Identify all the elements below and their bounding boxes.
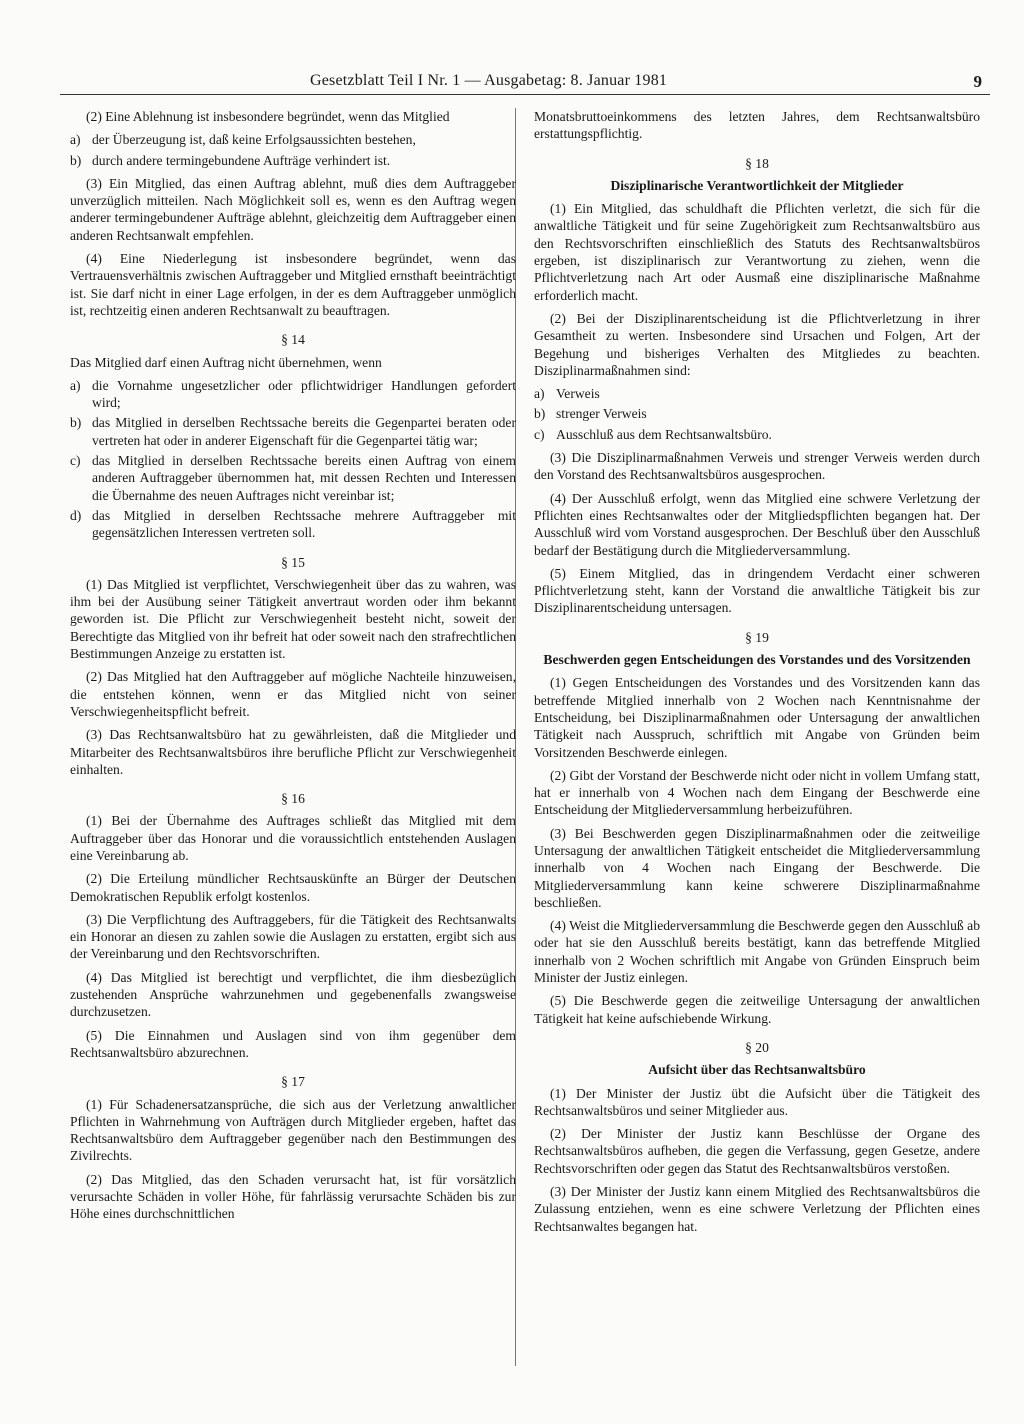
section-number: § 16 [281, 791, 305, 807]
section-number: § 20 [745, 1039, 769, 1055]
section-heading: Aufsicht über das Rechtsanwaltsbüro [648, 1062, 866, 1078]
list-item [70, 452, 516, 504]
list-text: das Mitglied in derselben Rechtssache bereits einen Auftrag von einem anderen Auftraggeber übernommen hat, mit dessen Rechten und Interessen die Übernahme des neuen Auftrages nicht vereinbar ist; [92, 453, 516, 503]
section-number: § 18 [745, 155, 769, 171]
list-text: durch andere termingebundene Aufträge verhindert ist. [92, 152, 391, 168]
list-label: c) [534, 426, 545, 442]
paragraph: (4) Das Mitglied ist berechtigt und verpflichtet, die ihm diesbezüglich zustehenden Ansprüche wahrzunehmen und gegebenenfalls zwangsweise durchzusetzen. [70, 969, 516, 1020]
section-number: § 17 [281, 1074, 305, 1090]
page-header [60, 70, 990, 95]
paragraph: (5) Die Einnahmen und Auslagen sind von ihm gegenüber dem Rechtsanwaltsbüro abzurechnen. [70, 1027, 516, 1060]
paragraph: (2) Der Minister der Justiz kann Beschlüsse der Organe des Rechtsanwaltsbüros aufheben, die gegen die Verfassung, gegen Gesetze, andere Rechtsvorschriften oder gegen das Statut des Rechtsanwaltsbüros verstoßen. [534, 1126, 980, 1176]
list-item [70, 152, 516, 169]
header-title: Gesetzblatt Teil I Nr. 1 — Ausgabetag: 8. Januar 1981 [310, 72, 668, 89]
list-label: c) [70, 453, 81, 469]
list-item [70, 507, 516, 542]
list-item [534, 426, 980, 443]
section-heading: Beschwerden gegen Entscheidungen des Vorstandes und des Vorsitzenden [543, 652, 971, 668]
paragraph: (1) Das Mitglied ist verpflichtet, Verschwiegenheit über das zu wahren, was ihm bei der Ausübung seiner Tätigkeit anvertraut worden oder ihm bekannt geworden ist. Die Pflicht zur Verschwiegenheit besteht nicht, soweit der Berechtigte das Mitglied von ihr befreit hat oder soweit nach den strafrechtlichen Bestimmungen Anzeige zu erstatten ist. [70, 576, 516, 662]
list-text: die Vornahme ungesetzlicher oder pflichtwidriger Handlungen gefordert wird; [92, 377, 516, 411]
paragraph: (1) Der Minister der Justiz übt die Aufsicht über die Tätigkeit des Rechtsanwaltsbüros und seiner Mitglieder aus. [534, 1085, 980, 1118]
paragraph: (2) Bei der Disziplinarentscheidung ist die Pflichtverletzung in ihrer Gesamtheit zu werten. Insbesondere sind Ursachen und Folgen, Art der Begehung und bisheriges Verhalten des Mitgliedes zu beachten. Disziplinarmaßnahmen sind: [534, 310, 980, 378]
list-label: b) [534, 406, 546, 422]
paragraph: Monatsbruttoeinkommens des letzten Jahres, dem Rechtsanwaltsbüro erstattungspflichtig. [534, 109, 980, 142]
list-text: Verweis [556, 386, 600, 402]
paragraph: Das Mitglied darf einen Auftrag nicht übernehmen, wenn [70, 354, 382, 370]
right-column [534, 108, 980, 1241]
paragraph: (1) Gegen Entscheidungen des Vorstandes und des Vorsitzenden kann das betreffende Mitglied innerhalb von 2 Wochen nach Kenntnisnahme der Entscheidung, bei Disziplinarmaßnahmen oder Untersagung der anwaltlichen Tätigkeit nach Ausspruch, schriftlich mit Angabe von Gründen beim Vorsitzenden Beschwerde einlegen. [534, 675, 980, 760]
paragraph: (2) Eine Ablehnung ist insbesondere begründet, wenn das Mitglied [86, 109, 450, 124]
list-item [70, 131, 516, 148]
list-label: a) [70, 132, 81, 148]
section-heading: Disziplinarische Verantwortlichkeit der Mitglieder [610, 177, 904, 193]
paragraph: (3) Der Minister der Justiz kann einem Mitglied des Rechtsanwaltsbüros die Zulassung entziehen, wenn es eine schwere Verletzung der Pflichten eines Rechtsanwaltes begangen hat. [534, 1184, 980, 1234]
list-item [534, 405, 980, 422]
paragraph: (4) Weist die Mitgliederversammlung die Beschwerde gegen den Ausschluß ab oder hat sie den Ausschluß bereits bestätigt, kann das betreffende Mitglied innerhalb von 2 Wochen schriftlich mit Angabe von Gründen Einspruch beim Minister der Justiz einlegen. [534, 918, 980, 986]
section-number: § 14 [281, 332, 305, 348]
list-text: Ausschluß aus dem Rechtsanwaltsbüro. [556, 426, 772, 442]
paragraph: (1) Ein Mitglied, das schuldhaft die Pflichten verletzt, die sich für die anwaltliche Tätigkeit und für seine Zugehörigkeit zum Rechtsanwaltsbüro aus den Rechtsvorschriften einschließlich des Statuts des Rechtsanwaltsbüros ergeben, ist disziplinarisch zur Verantwortung zu ziehen, wenn die Pflichtverletzung nach Art oder Ausmaß eine disziplinarische Maßnahme erforderlich macht. [534, 201, 980, 303]
page-number: 9 [973, 72, 982, 91]
paragraph: (4) Eine Niederlegung ist insbesondere begründet, wenn das Vertrauensverhältnis zwischen Auftraggeber und Mitglied ernsthaft beeinträchtigt ist. Sie darf nicht in einer Lage erfolgen, in der es dem Auftraggeber unmöglich ist, rechtzeitig einen anderen Rechtsanwalt zu beauftragen. [70, 251, 516, 318]
paragraph: (3) Die Verpflichtung des Auftraggebers, für die Tätigkeit des Rechtsanwalts ein Honorar an diesen zu zahlen sowie die Auslagen zu erstatten, ergibt sich aus der Vereinbarung und den Rechtsvorschriften. [70, 911, 516, 962]
list-label: b) [70, 152, 82, 168]
left-column [70, 108, 516, 1229]
paragraph: (3) Bei Beschwerden gegen Disziplinarmaßnahmen oder die zeitweilige Untersagung der anwaltlichen Tätigkeit entscheidet die Mitgliederversammlung innerhalb von 4 Wochen nach Eingang der Beschwerde. Die Mitgliederversammlung kann keine schwerere Disziplinarmaßnahme beschließen. [534, 825, 980, 910]
section-number: § 15 [281, 554, 305, 570]
paragraph: (1) Bei der Übernahme des Auftrages schließt das Mitglied mit dem Auftraggeber über das Honorar und die voraussichtlich entstehenden Auslagen eine Vereinbarung ab. [70, 813, 516, 863]
paragraph: (5) Die Beschwerde gegen die zeitweilige Untersagung der anwaltlichen Tätigkeit hat keine aufschiebende Wirkung. [534, 993, 980, 1026]
list-label: a) [70, 377, 81, 393]
paragraph: (2) Das Mitglied hat den Auftraggeber auf mögliche Nachteile hinzuweisen, die entstehen können, wenn er das Mitglied nicht von seiner Verschwiegenheitspflicht befreit. [70, 669, 516, 719]
list-text: der Überzeugung ist, daß keine Erfolgsaussichten bestehen, [92, 132, 416, 148]
list-text: strenger Verweis [556, 406, 647, 422]
list-text: das Mitglied in derselben Rechtssache mehrere Auftraggeber mit gegensätzlichen Interessen vertreten soll. [92, 507, 516, 541]
list-text: das Mitglied in derselben Rechtssache bereits die Gegenpartei beraten oder vertreten hat oder in anderer Eigenschaft für die Gegenpartei tätig war; [92, 415, 516, 448]
paragraph: (2) Das Mitglied, das den Schaden verursacht hat, ist für vorsätzlich verursachte Schäden in voller Höhe, für fahrlässig verursachte Schäden bis zur Höhe eines durchschnittlichen [70, 1171, 516, 1222]
paragraph: (3) Ein Mitglied, das einen Auftrag ablehnt, muß dies dem Auftraggeber unverzüglich mitteilen. Nach Möglichkeit soll es, wenn es den Auftrag wegen anderer termingebundener Aufträge ablehnt, gleichzeitig dem Auftraggeber einen anderen Rechtsanwalt empfehlen. [70, 175, 516, 243]
list-label: d) [70, 507, 82, 523]
list-item [70, 377, 516, 412]
paragraph: (2) Die Erteilung mündlicher Rechtsauskünfte an Bürger der Deutschen Demokratischen Republik erfolgt kostenlos. [70, 871, 516, 904]
list-label: b) [70, 415, 82, 431]
paragraph: (5) Einem Mitglied, das in dringendem Verdacht einer schweren Pflichtverletzung steht, kann der Vorstand die anwaltliche Tätigkeit bis zur Disziplinarentscheidung untersagen. [534, 565, 980, 616]
list-label: a) [534, 386, 545, 402]
paragraph: (3) Die Disziplinarmaßnahmen Verweis und strenger Verweis werden durch den Vorstand des Rechtsanwaltsbüros ausgesprochen. [534, 450, 980, 483]
paragraph: (1) Für Schadenersatzansprüche, die sich aus der Verletzung anwaltlicher Pflichten in Wahrnehmung von Aufträgen durch Mitglieder ergeben, haftet das Rechtsanwaltsbüro dem Auftraggeber gegenüber nach den Bestimmungen des Zivilrechts. [70, 1096, 516, 1164]
section-number: § 19 [745, 629, 769, 645]
list-item [534, 385, 980, 402]
list-item [70, 414, 516, 449]
paragraph: (2) Gibt der Vorstand der Beschwerde nicht oder nicht in vollem Umfang statt, hat er innerhalb von 4 Wochen nach dem Eingang der Beschwerde eine Entscheidung der Mitgliederversammlung herbeizuführen. [534, 767, 980, 818]
paragraph: (3) Das Rechtsanwaltsbüro hat zu gewährleisten, daß die Mitglieder und Mitarbeiter des Rechtsanwaltsbüros ihre berufliche Pflicht zur Verschwiegenheit einhalten. [70, 727, 516, 777]
paragraph: (4) Der Ausschluß erfolgt, wenn das Mitglied eine schwere Verletzung der Pflichten eines Rechtsanwaltes oder der Mitgliedspflichten begangen hat. Der Ausschluß wird vom Vorstand ausgesprochen. Der Beschluß über den Ausschluß bedarf der Bestätigung durch die Mitgliederversammlung. [534, 490, 980, 558]
